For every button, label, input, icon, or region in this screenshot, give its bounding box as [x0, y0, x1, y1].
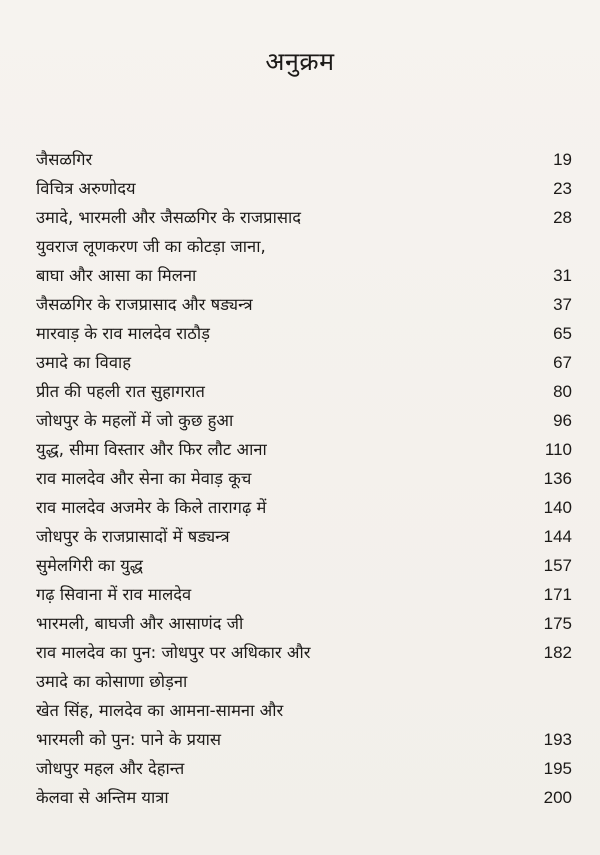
toc-entry-page-number: 136	[543, 469, 572, 488]
toc-entry-title: जोधपुर के महलों में जो कुछ हुआ	[36, 411, 234, 430]
toc-entry	[36, 638, 576, 667]
toc-entry-page-number: 28	[553, 208, 572, 227]
toc-entry-title: जोधपुर के राजप्रासादों में षड्यन्त्र	[36, 527, 230, 546]
toc-entry-page-number: 31	[553, 266, 572, 285]
toc-entry-title: जोधपुर महल और देहान्त	[36, 759, 185, 778]
toc-entry	[36, 406, 576, 435]
toc-entry	[36, 551, 576, 580]
toc-entry	[36, 174, 576, 203]
toc-entry-title: मारवाड़ के राव मालदेव राठौड़	[36, 324, 210, 343]
toc-entry-title: केलवा से अन्तिम यात्रा	[36, 788, 169, 807]
toc-entry	[36, 696, 576, 725]
toc-entry	[36, 232, 576, 261]
toc-entry-page-number: 65	[553, 324, 572, 343]
toc-entry-page-number: 200	[543, 788, 572, 807]
toc-entry-title: भारमली को पुन: पाने के प्रयास	[36, 730, 222, 749]
toc-entry-page-number: 19	[553, 150, 572, 169]
toc-entry	[36, 580, 576, 609]
toc-entry-title: युद्ध, सीमा विस्तार और फिर लौट आना	[36, 440, 267, 459]
toc-entry	[36, 522, 576, 551]
toc-entry-title: उमादे का कोसाणा छोड़ना	[36, 672, 188, 691]
toc-entry	[36, 725, 576, 754]
toc-entry-title: गढ़ सिवाना में राव मालदेव	[36, 585, 192, 604]
toc-entry-page-number: 23	[553, 179, 572, 198]
toc-entry-page-number: 171	[543, 585, 572, 604]
table-of-contents	[36, 145, 576, 812]
toc-entry	[36, 348, 576, 377]
toc-entry-title: राव मालदेव और सेना का मेवाड़ कूच	[36, 469, 252, 488]
toc-entry-page-number: 96	[553, 411, 572, 430]
toc-entry	[36, 754, 576, 783]
toc-entry-title: प्रीत की पहली रात सुहागरात	[36, 382, 205, 401]
toc-entry-title: जैसळगिर के राजप्रासाद और षड्यन्त्र	[36, 295, 253, 314]
toc-entry	[36, 783, 576, 812]
toc-entry	[36, 493, 576, 522]
toc-entry	[36, 261, 576, 290]
toc-entry-page-number: 37	[553, 295, 572, 314]
toc-entry-title: उमादे का विवाह	[36, 353, 132, 372]
toc-entry-title: राव मालदेव अजमेर के किले तारागढ़ में	[36, 498, 267, 517]
toc-entry-title: बाघा और आसा का मिलना	[36, 266, 197, 285]
toc-entry-page-number: 67	[553, 353, 572, 372]
toc-entry	[36, 145, 576, 174]
toc-entry	[36, 667, 576, 696]
toc-entry-title: सुमेलगिरी का युद्ध	[36, 556, 143, 575]
toc-entry	[36, 435, 576, 464]
toc-entry-page-number: 140	[543, 498, 572, 517]
toc-entry-page-number: 175	[543, 614, 572, 633]
toc-entry-title: भारमली, बाघजी और आसाणंद जी	[36, 614, 244, 633]
toc-entry	[36, 464, 576, 493]
toc-entry	[36, 203, 576, 232]
toc-entry-page-number: 80	[553, 382, 572, 401]
toc-entry-page-number: 157	[543, 556, 572, 575]
toc-entry	[36, 319, 576, 348]
toc-entry-page-number: 144	[543, 527, 572, 546]
toc-entry-title: विचित्र अरुणोदय	[36, 179, 136, 198]
toc-entry-title: उमादे, भारमली और जैसळगिर के राजप्रासाद	[36, 208, 302, 227]
toc-entry-page-number: 110	[544, 440, 572, 459]
toc-entry-page-number: 195	[543, 759, 572, 778]
page-title: अनुक्रम	[265, 47, 335, 76]
toc-entry	[36, 290, 576, 319]
toc-entry-title: राव मालदेव का पुन: जोधपुर पर अधिकार और	[36, 643, 311, 662]
toc-entry-title: जैसळगिर	[36, 150, 93, 169]
toc-entry	[36, 609, 576, 638]
toc-entry-title: खेत सिंह, मालदेव का आमना-सामना और	[36, 701, 284, 720]
toc-entry-page-number: 182	[543, 643, 572, 662]
toc-entry-page-number: 193	[543, 730, 572, 749]
toc-entry	[36, 377, 576, 406]
toc-entry-title: युवराज लूणकरण जी का कोटड़ा जाना,	[36, 237, 266, 256]
